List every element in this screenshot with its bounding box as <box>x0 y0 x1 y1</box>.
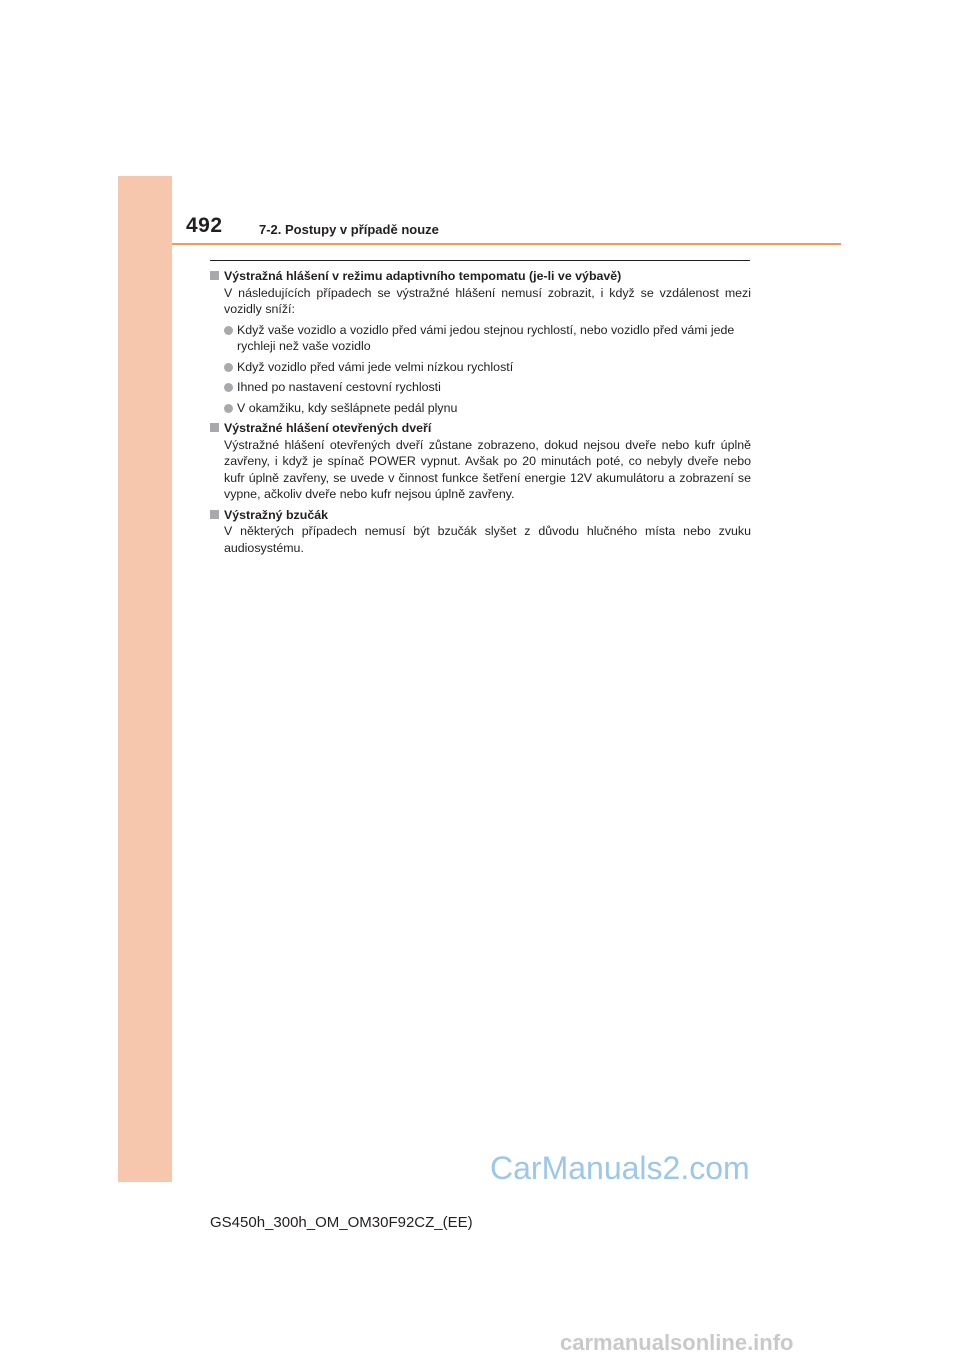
circle-bullet-icon <box>224 326 233 335</box>
watermark-logo: CarManuals2.com <box>490 1150 750 1186</box>
circle-bullet-icon <box>224 383 233 392</box>
list-item <box>224 322 751 355</box>
content-top-rule <box>210 260 750 261</box>
list-item <box>224 400 751 417</box>
page-content <box>210 268 751 556</box>
document-code: GS450h_300h_OM_OM30F92CZ_(EE) <box>210 1214 473 1231</box>
header-rule <box>172 243 841 245</box>
list-item-text: Když vozidlo před vámi jede velmi nízkou rychlostí <box>237 359 514 374</box>
section-heading <box>210 420 751 437</box>
list-item-text: V okamžiku, kdy sešlápnete pedál plynu <box>237 400 458 415</box>
square-bullet-icon <box>210 423 219 432</box>
circle-bullet-icon <box>224 404 233 413</box>
list-item <box>224 379 751 396</box>
list-item-text: Když vaše vozidlo a vozidlo před vámi jedou stejnou rychlostí, nebo vozidlo před vámi jede rychleji než vaše vozidlo <box>237 322 735 353</box>
list-item <box>224 359 751 376</box>
circle-bullet-icon <box>224 363 233 372</box>
section-heading <box>210 507 751 524</box>
section-paragraph: V následujících případech se výstražné hlášení nemusí zobrazit, i když se vzdálenost mezi vozidly sníží: <box>224 285 751 316</box>
page-number: 492 <box>186 214 223 237</box>
section-paragraph: Výstražné hlášení otevřených dveří zůstane zobrazeno, dokud nejsou dveře nebo kufr úplně zavřeny, i když je spínač POWER vypnut. Avšak po 20 minutách poté, co nebyly dveře nebo kufr úplně zavřeny, se uvede v činnost funkce šetření energie 12V akumulátoru a zobrazení se vypne, ačkoliv dveře nebo kufr nejsou úplně zavřeny. <box>224 437 751 501</box>
section-heading <box>210 268 751 285</box>
chapter-side-band <box>118 176 172 1182</box>
list-item-text: Ihned po nastavení cestovní rychlosti <box>237 380 441 394</box>
section-heading-text: Výstražná hlášení v režimu adaptivního tempomatu (je-li ve výbavě) <box>224 269 622 283</box>
square-bullet-icon <box>210 510 219 519</box>
section-heading-text: Výstražný bzučák <box>224 507 328 522</box>
section-paragraph: V některých případech nemusí být bzučák slyšet z důvodu hlučného místa nebo zvuku audiosystému. <box>224 524 751 555</box>
section-heading-text: Výstražné hlášení otevřených dveří <box>224 421 432 435</box>
square-bullet-icon <box>210 271 219 280</box>
site-watermark: carmanualsonline.info <box>560 1330 794 1355</box>
chapter-title: 7-2. Postupy v případě nouze <box>259 222 439 237</box>
